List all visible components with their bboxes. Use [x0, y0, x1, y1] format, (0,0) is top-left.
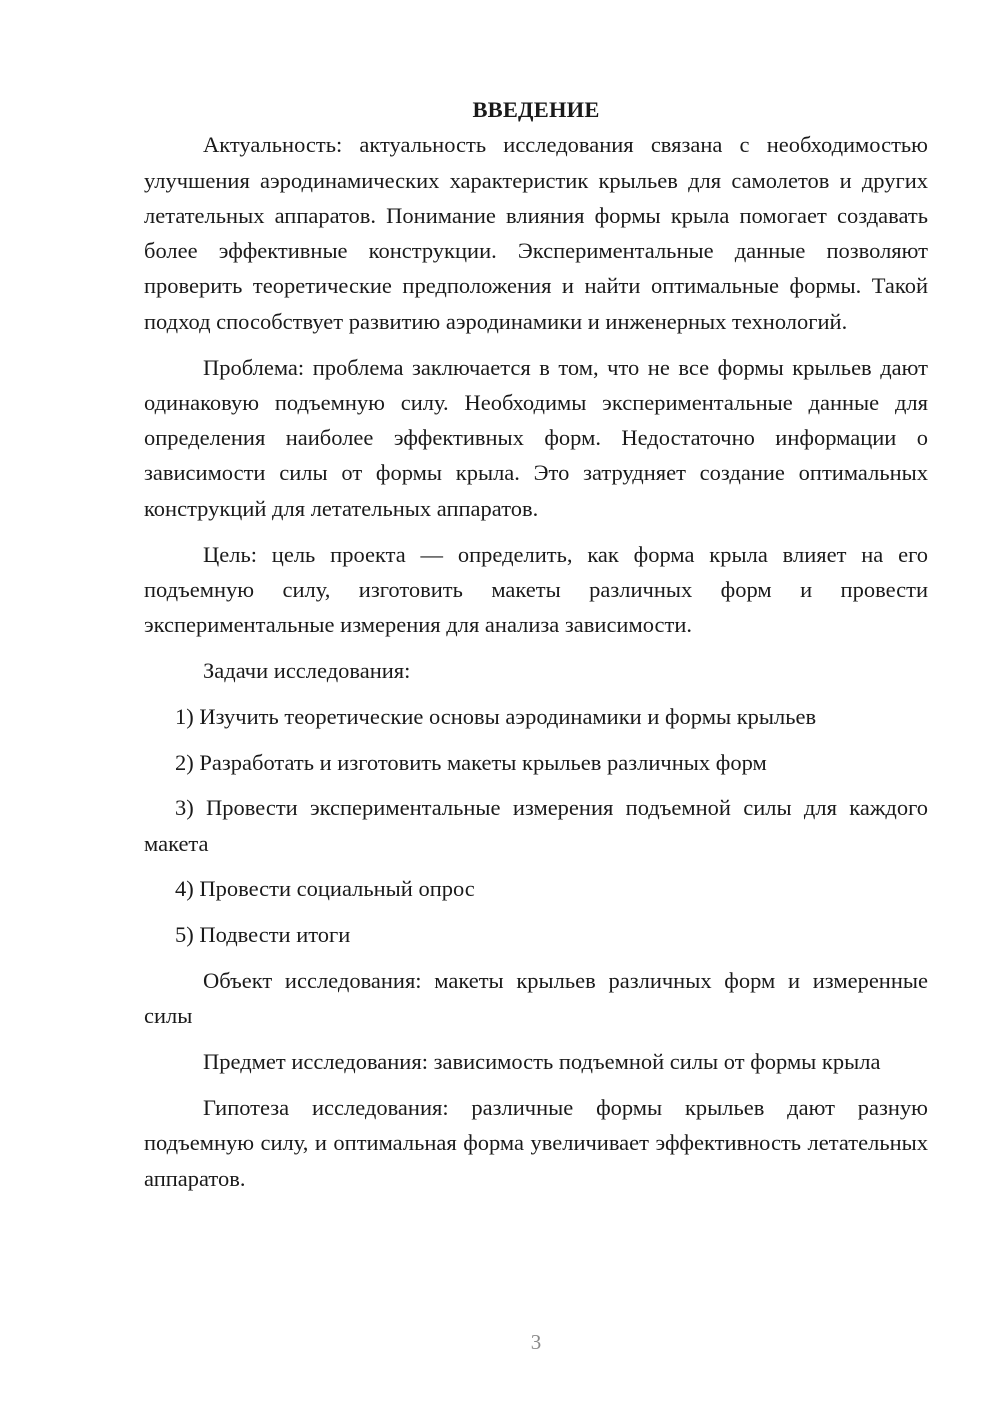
subject-paragraph: Предмет исследования: зависимость подъемной силы от формы крыла — [203, 1049, 881, 1075]
goal-paragraph: Цель: цель проекта — определить, как форма крыла влияет на его подъемную силу, изготовить макеты различных форм и провести экспериментальные измерения для анализа зависимости. — [144, 541, 928, 638]
task-item: 3) Провести экспериментальные измерения подъемной силы для каждого макета — [144, 795, 928, 856]
tasks-heading: Задачи исследования: — [203, 657, 411, 683]
task-item: 1) Изучить теоретические основы аэродинамики и формы крыльев — [175, 703, 817, 729]
document-page — [144, 92, 928, 1206]
page-number: 3 — [530, 1330, 542, 1354]
page-title: ВВЕДЕНИЕ — [472, 97, 600, 122]
task-item: 2) Разработать и изготовить макеты крыльев различных форм — [175, 749, 767, 775]
problem-paragraph: Проблема: проблема заключается в том, что не все формы крыльев дают одинаковую подъемную силу. Необходимы экспериментальные данные для определения наиболее эффективных форм. Недостаточно информации о зависимости силы от формы крыла. Это затрудняет создание оптимальных конструкций для летательных аппаратов. — [144, 354, 928, 521]
tasks-list — [144, 699, 928, 953]
hypothesis-paragraph: Гипотеза исследования: различные формы крыльев дают разную подъемную силу, и оптимальная форма увеличивает эффективность летательных аппаратов. — [144, 1094, 928, 1191]
relevance-paragraph: Актуальность: актуальность исследования связана с необходимостью улучшения аэродинамических характеристик крыльев для самолетов и других летательных аппаратов. Понимание влияния формы крыла помогает создавать более эффективные конструкции. Экспериментальные данные позволяют проверить теоретические предположения и найти оптимальные формы. Такой подход способствует развитию аэродинамики и инженерных технологий. — [144, 132, 928, 334]
task-item: 5) Подвести итоги — [175, 922, 351, 948]
object-paragraph: Объект исследования: макеты крыльев различных форм и измеренные силы — [144, 968, 928, 1029]
task-item: 4) Провести социальный опрос — [175, 876, 475, 902]
